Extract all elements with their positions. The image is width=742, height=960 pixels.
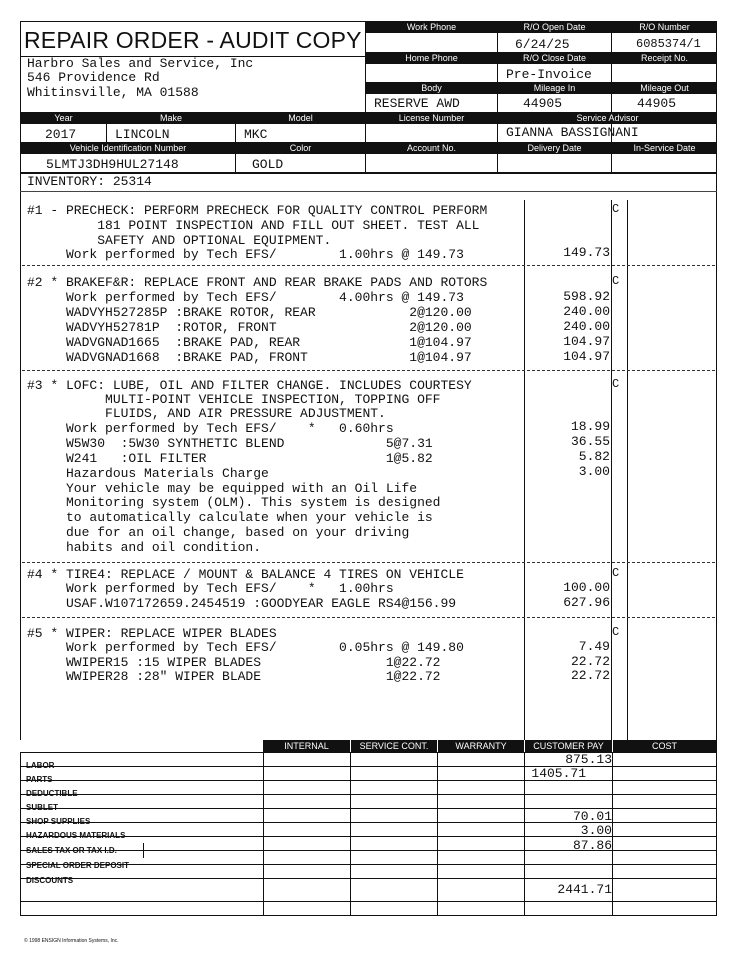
ro-open-date-label: R/O Open Date: [498, 22, 611, 33]
job-line: 181 POINT INSPECTION AND FILL OUT SHEET. TEST ALL: [27, 218, 480, 233]
ro-number-label: R/O Number: [612, 22, 717, 33]
job-line: MULTI-POINT VEHICLE INSPECTION, TOPPING OFF: [27, 392, 441, 407]
job-line: W241 :OIL FILTER 1@5.82: [27, 451, 433, 466]
job-amount: 36.55: [570, 434, 610, 449]
hdr-divider-4: [106, 112, 107, 143]
job-line: WADVYH52781P :ROTOR, FRONT 2@120.00: [27, 320, 472, 335]
job-line: to automatically calculate when your vehicle is: [27, 510, 433, 525]
work-phone-label: Work Phone: [366, 22, 497, 33]
totals-row-line: [20, 808, 717, 809]
totals-col-divider: [437, 752, 438, 915]
tax-id-divider: [143, 843, 144, 858]
row-label-labor: LABOR: [26, 761, 55, 770]
inventory-line: INVENTORY: 25314: [27, 174, 152, 189]
job-separator: [22, 370, 715, 371]
job-code: C: [612, 566, 620, 580]
row-label-sublet: SUBLET: [26, 803, 58, 812]
hazardous-customer-pay: 3.00: [580, 823, 612, 838]
job-line: #4 * TIRE4: REPLACE / MOUNT & BALANCE 4 TIRES ON VEHICLE: [27, 567, 464, 582]
body-value: RESERVE AWD: [374, 96, 460, 111]
grand-total: 2441.71: [557, 882, 612, 897]
totals-col-divider: [263, 752, 264, 915]
in-service-date-label: In-Service Date: [612, 143, 717, 154]
totals-row-line: [20, 822, 717, 823]
make-value: LINCOLN: [115, 127, 170, 142]
make-label: Make: [107, 113, 235, 124]
copyright: © 1998 ENSIGN Information Systems, Inc.: [24, 938, 119, 944]
totals-row-line: [20, 901, 717, 902]
ro-number-value: 6085374/1: [636, 37, 701, 51]
job-line: Work performed by Tech EFS/ 0.05hrs @ 149.80: [27, 640, 464, 655]
mileage-out-label: Mileage Out: [612, 83, 717, 94]
job-separator: [22, 265, 715, 266]
job-line: Your vehicle may be equipped with an Oil Life: [27, 481, 418, 496]
shop-supplies-customer-pay: 70.01: [572, 809, 612, 824]
job-line: SAFETY AND OPTIONAL EQUIPMENT.: [27, 233, 332, 248]
model-value: MKC: [244, 127, 268, 142]
job-amount: 149.73: [563, 245, 610, 260]
col-header-internal: INTERNAL: [263, 740, 350, 752]
totals-left-edge: [20, 752, 21, 915]
color-label: Color: [236, 143, 365, 154]
job-line: Work performed by Tech EFS/ 1.00hrs @ 149.73: [27, 247, 464, 262]
totals-col-divider: [524, 752, 525, 915]
totals-row-line: [20, 850, 717, 851]
job-separator: [22, 562, 715, 563]
totals-col-divider: [612, 752, 613, 915]
vin-label: Vehicle Identification Number: [21, 143, 235, 154]
job-line: Monitoring system (OLM). This system is designed: [27, 495, 441, 510]
sales-tax-customer-pay: 87.86: [572, 838, 612, 853]
year-value: 2017: [45, 127, 77, 142]
job-amount: 100.00: [563, 580, 610, 595]
job-line: WADVYH527285P :BRAKE ROTOR, REAR 2@120.00: [27, 305, 472, 320]
totals-row-line: [20, 780, 717, 781]
job-line: habits and oil condition.: [27, 540, 262, 555]
mileage-out-value: 44905: [637, 96, 677, 111]
receipt-no-label: Receipt No.: [612, 53, 717, 64]
model-label: Model: [236, 113, 365, 124]
service-advisor-label: Service Advisor: [498, 113, 717, 124]
job-line: W5W30 :5W30 SYNTHETIC BLEND 5@7.31: [27, 436, 433, 451]
mileage-in-value: 44905: [523, 96, 563, 111]
totals-row-line: [20, 878, 717, 879]
job-line: WADVGNAD1665 :BRAKE PAD, REAR 1@104.97: [27, 335, 472, 350]
dealer-city: Whitinsville, MA 01588: [27, 85, 199, 100]
dealer-street: 546 Providence Rd: [27, 70, 160, 85]
job-line: WADVGNAD1668 :BRAKE PAD, FRONT 1@104.97: [27, 350, 472, 365]
job-code: C: [612, 625, 620, 639]
ro-close-date-label: R/O Close Date: [498, 53, 611, 64]
job-line: Work performed by Tech EFS/ 4.00hrs @ 149.73: [27, 290, 464, 305]
job-amount: 627.96: [563, 595, 610, 610]
totals-row-line: [20, 794, 717, 795]
job-line: WWIPER15 :15 WIPER BLADES 1@22.72: [27, 655, 441, 670]
job-amount: 240.00: [563, 304, 610, 319]
row-label-shop-supplies: SHOP SUPPLIES: [26, 817, 91, 826]
totals-bottom-line: [20, 915, 717, 916]
job-line: #5 * WIPER: REPLACE WIPER BLADES: [27, 626, 277, 641]
job-line: due for an oil change, based on your driving: [27, 525, 410, 540]
color-value: GOLD: [252, 157, 284, 172]
totals-row-line: [20, 766, 717, 767]
col-header-service-cont: SERVICE CONT.: [351, 740, 437, 752]
job-code: C: [612, 377, 620, 391]
service-advisor-value: GIANNA BASSIGNANI: [506, 125, 639, 140]
row-label-deductible: DEDUCTIBLE: [26, 789, 78, 798]
job-line: Work performed by Tech EFS/ * 1.00hrs: [27, 581, 394, 596]
job-code: C: [612, 202, 620, 216]
delivery-date-label: Delivery Date: [498, 143, 611, 154]
row-label-hazardous-materials: HAZARDOUS MATERIALS: [26, 831, 126, 840]
account-no-label: Account No.: [366, 143, 497, 154]
job-line: #3 * LOFC: LUBE, OIL AND FILTER CHANGE. INCLUDES COURTESY: [27, 378, 472, 393]
home-phone-label: Home Phone: [366, 53, 497, 64]
job-line: FLUIDS, AND AIR PRESSURE ADJUSTMENT.: [27, 406, 386, 421]
job-amount: 104.97: [563, 334, 610, 349]
code-col-divider-2: [627, 200, 628, 740]
labor-customer-pay: 875.13: [565, 752, 612, 767]
dealer-name: Harbro Sales and Service, Inc: [27, 56, 254, 71]
inventory-divider: [20, 191, 717, 192]
job-amount: 18.99: [570, 419, 610, 434]
page-title: REPAIR ORDER - AUDIT COPY: [24, 27, 362, 53]
job-amount: 7.49: [578, 639, 610, 654]
job-amount: 104.97: [563, 349, 610, 364]
ro-close-date-value: Pre-Invoice: [506, 67, 592, 82]
vin-value: 5LMTJ3DH9HUL27148: [46, 157, 179, 172]
job-amount: 598.92: [563, 289, 610, 304]
job-amount: 3.00: [578, 464, 610, 479]
ro-open-date-value: 6/24/25: [515, 37, 570, 52]
job-line: WWIPER28 :28" WIPER BLADE 1@22.72: [27, 669, 441, 684]
job-line: Hazardous Materials Charge: [27, 466, 269, 481]
job-code: C: [612, 274, 620, 288]
col-header-cost: COST: [613, 740, 716, 752]
row-label-special-order-deposit: SPECIAL ORDER DEPOSIT: [26, 861, 129, 870]
row-label-discounts: DISCOUNTS: [26, 876, 74, 885]
mileage-in-label: Mileage In: [498, 83, 611, 94]
col-header-customer-pay: CUSTOMER PAY: [525, 740, 612, 752]
job-amount: 240.00: [563, 319, 610, 334]
totals-col-divider: [350, 752, 351, 915]
job-amount: 5.82: [578, 449, 610, 464]
job-line: #2 * BRAKEF&R: REPLACE FRONT AND REAR BRAKE PADS AND ROTORS: [27, 275, 488, 290]
row-label-sales-tax: SALES TAX OR TAX I.D.: [26, 846, 117, 855]
job-line: Work performed by Tech EFS/ * 0.60hrs: [27, 421, 394, 436]
job-line: USAF.W107172659.2454519 :GOODYEAR EAGLE RS4@156.99: [27, 596, 457, 611]
col-header-warranty: WARRANTY: [438, 740, 524, 752]
job-separator: [22, 617, 715, 618]
license-number-label: License Number: [366, 113, 497, 124]
job-line: #1 - PRECHECK: PERFORM PRECHECK FOR QUALITY CONTROL PERFORM: [27, 203, 488, 218]
parts-customer-pay: 1405.71: [531, 766, 586, 781]
job-amount: 22.72: [570, 668, 610, 683]
year-label: Year: [21, 113, 106, 124]
body-label: Body: [366, 83, 497, 94]
row-label-parts: PARTS: [26, 775, 53, 784]
job-amount: 22.72: [570, 654, 610, 669]
